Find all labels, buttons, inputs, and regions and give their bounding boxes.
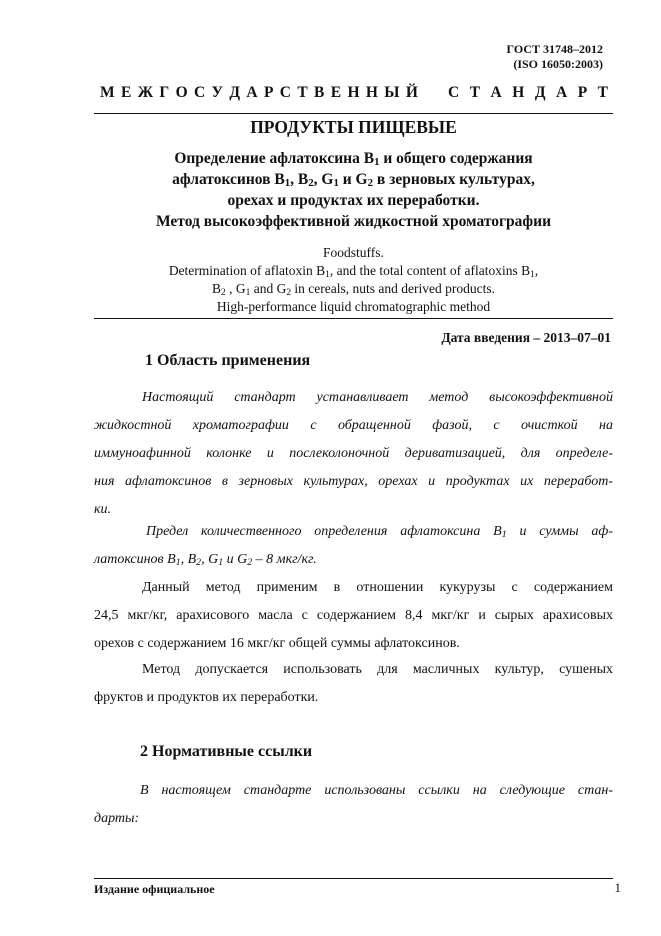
text-line: латоксинов $B_1$, $B_2$, $G_1$ и $G_2 - 8$ мкг/кг. [94,552,317,568]
page-number: 1 [614,880,621,895]
title-en-line-1: Foodstuffs. [323,245,384,260]
interstate-word [100,84,418,102]
interstate_w1-letter: О [175,84,188,101]
section-1-paragraph-2 [94,518,613,574]
interstate-standard-heading [100,84,608,102]
iso-number: (ISO 16050:2003) [513,57,603,71]
section-2-heading: 2 Нормативные ссылки [140,743,313,760]
section-1-heading: 1 Область применения [145,352,311,369]
title-en-line-3: $B_2$ , $G_1$ and $G_2$ in cereals, nuts and derived products. [212,281,495,298]
text-line: орехов с содержанием 16 мкг/кг общей суммы афлатоксинов. [94,636,460,651]
text-line: ния афлатоксинов в зерновых культурах, орехах и продуктах их переработ- [94,474,613,489]
text-line: иммуноафинной колонке и послеколоночной дериватизацией, для определе- [94,446,613,461]
interstate_w1-letter: Г [159,84,170,101]
interstate_w1-letter: Д [229,84,241,101]
interstate_w1-letter: Ы [384,84,400,101]
top-rule [94,113,613,114]
interstate_w2-letter: А [490,84,502,101]
text-line: ки. [94,502,112,517]
introduction-date: Дата введения – 2013–07–01 [441,330,611,345]
interstate_w1-letter: Т [297,84,308,101]
text-line: фруктов и продуктов их переработки. [94,690,319,705]
footer-edition: Издание официальное [94,882,215,896]
section-2-paragraph-1 [94,777,613,833]
title-ru-line-1: Определение афлатоксина $B_1$ и общего содержания [174,150,533,168]
interstate_w1-letter: В [314,84,325,101]
text-line: дарты: [94,811,140,826]
title-en-line-2: Determination of aflatoxin $B_1$, and the total content of aflatoxins $B_1$, [168,263,539,280]
title-ru-line-4: Метод высокоэффективной жидкостной хроматографии [155,213,551,230]
gost-number: ГОСТ 31748–2012 [506,42,603,56]
interstate_w1-letter: Н [347,84,360,101]
interstate_w1-letter: С [279,84,291,101]
text-line: Данный метод применим в отношении кукурузы с содержанием [142,580,613,595]
section-1-paragraph-3 [94,574,613,658]
bottom-rule [94,318,613,319]
title-ru-line-3: орехах и продуктах их переработки. [227,192,480,209]
interstate_w1-letter: Е [330,84,342,101]
interstate_w2-letter: А [555,84,568,101]
interstate_w2-letter: Т [597,84,608,101]
interstate_w1-letter: Й [405,84,418,101]
page-title: ПРОДУКТЫ ПИЩЕВЫЕ [250,117,457,137]
title-ru-line-2: афлатоксинов $B_1$, $B_2$, $G_1$ и $G_2$ в зерновых культурах, [172,171,535,189]
interstate_w1-letter: С [194,84,206,101]
interstate_w2-letter: С [448,84,460,101]
footer-rule [94,878,613,879]
interstate_w1-letter: Е [121,84,132,101]
text-line: В настоящем стандарте использованы ссылки на следующие стан- [140,783,613,798]
text-line: жидкостной хроматографии с обращенной фазой, с очисткой на [94,418,613,433]
title-en-line-4: High-performance liquid chromatographic method [216,299,491,314]
standard-word [448,84,608,102]
interstate_w1-letter: Ж [137,84,154,101]
text-line: Настоящий стандарт устанавливает метод высокоэффективной [142,390,613,405]
text-line: Метод допускается использовать для масличных культур, сушеных [142,662,613,677]
interstate_w1-letter: Н [365,84,378,101]
interstate_w2-letter: Т [469,84,481,101]
text-line: 24,5 мкг/кг, арахисового масла с содержанием 8,4 мкг/кг и сырых арахисовых [94,608,613,623]
section-1-paragraph-4 [94,656,613,712]
interstate_w2-letter: Н [512,84,525,101]
interstate_w1-letter: Р [263,84,274,101]
section-1-paragraph-1 [94,384,613,524]
interstate_w1-letter: У [211,84,223,101]
text-line: Предел количественного определения афлатоксина $B_1$ и суммы аф- [146,524,614,540]
interstate_w2-letter: Д [534,84,546,101]
interstate_w1-letter: М [100,84,115,101]
interstate_w1-letter: А [246,84,258,101]
interstate_w2-letter: Р [577,84,588,101]
